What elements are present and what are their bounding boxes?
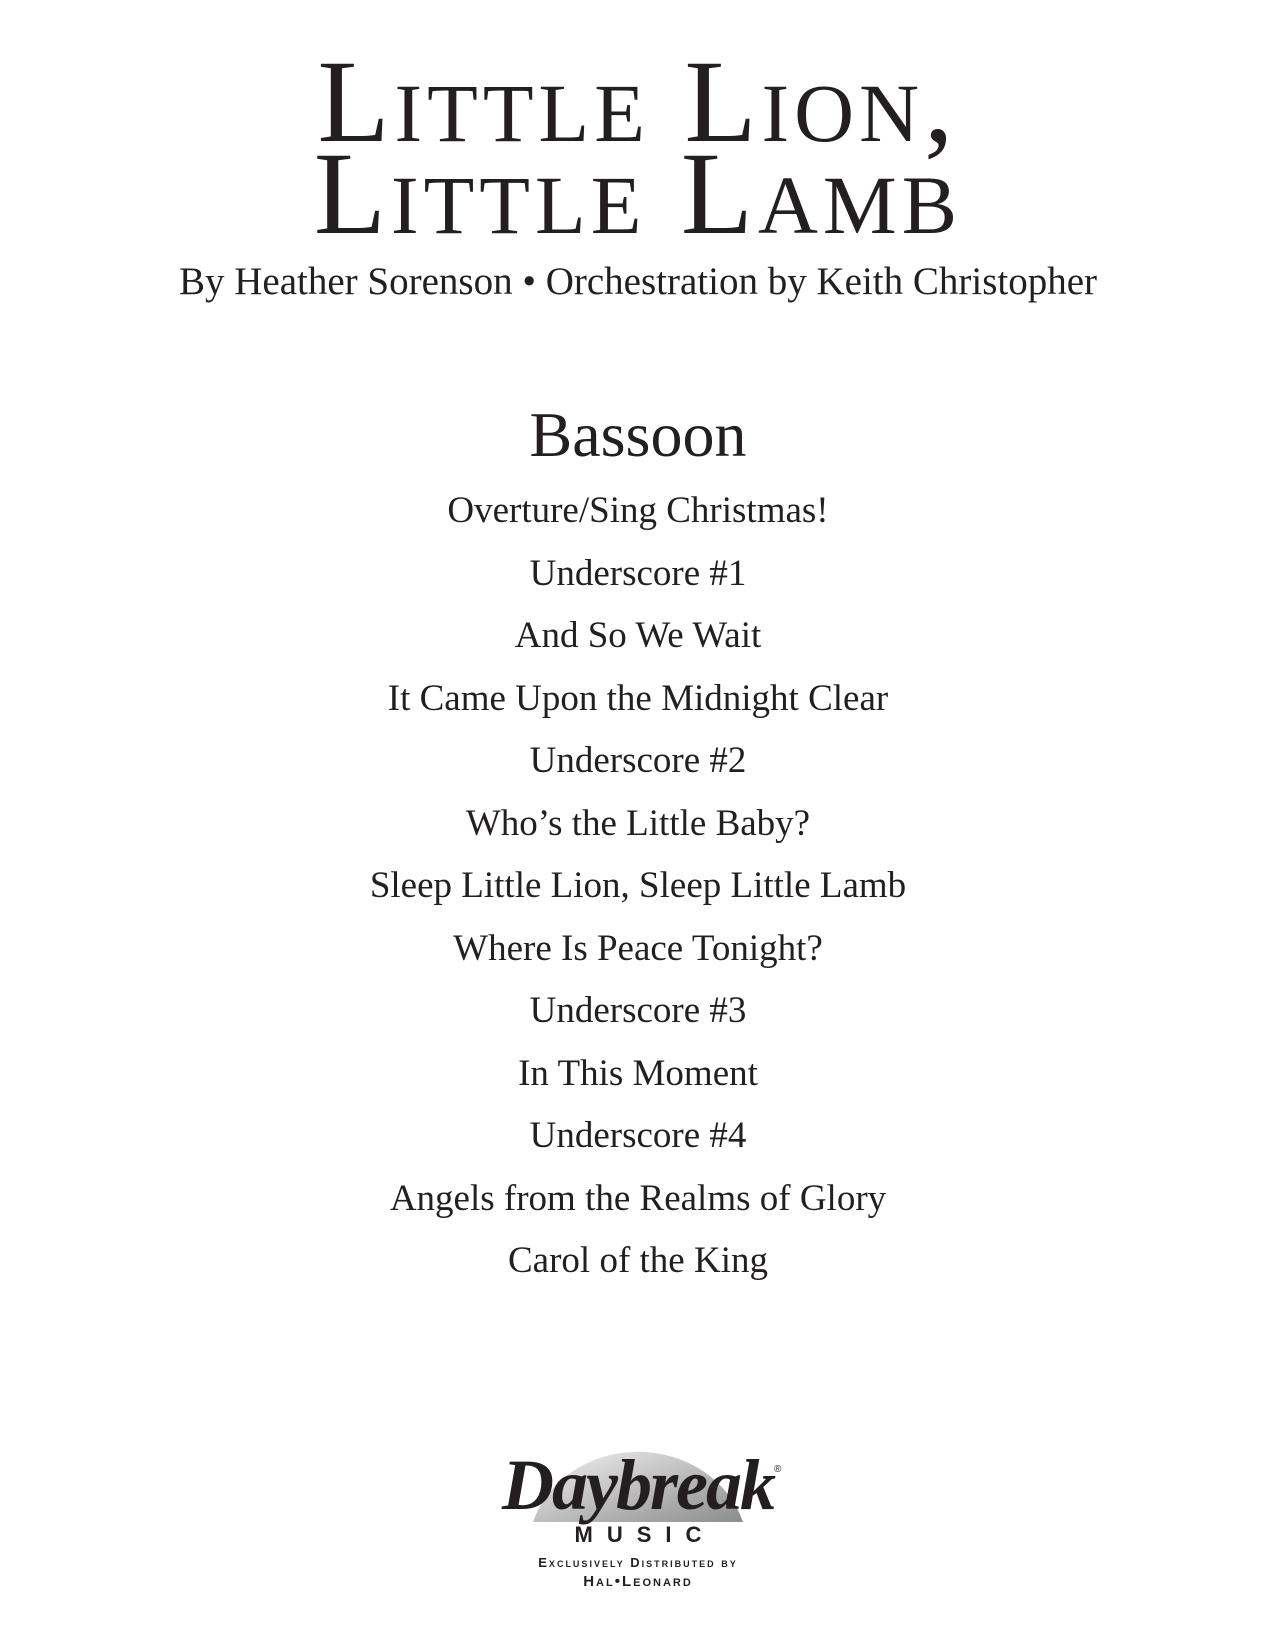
title-line-1: Little Lion, [317,36,959,167]
song-list-item: Angels from the Realms of Glory [389,1177,887,1219]
song-list-item: It Came Upon the Midnight Clear [387,677,889,719]
credits-byline: By Heather Sorenson • Orchestration by Keith Christopher [178,260,1098,303]
song-list-item: In This Moment [518,1052,758,1094]
song-list-item: Overture/Sing Christmas! [447,490,829,531]
registered-mark: ® [774,1464,782,1475]
title-line-2: Little Lamb [313,128,963,259]
song-list-item: Underscore #3 [529,990,747,1031]
publisher-logo [478,1422,798,1602]
page-title [0,36,1276,259]
song-list [0,480,1276,1293]
song-list-item: Underscore #4 [529,1115,747,1156]
song-list-item: Underscore #1 [529,552,747,594]
song-list-item: Who’s the Little Baby? [465,802,811,844]
song-list-item: Underscore #2 [529,740,747,781]
instrument-heading: Bassoon [529,399,747,470]
song-list-item: Sleep Little Lion, Sleep Little Lamb [369,865,907,906]
song-list-item: Where Is Peace Tonight? [453,927,823,969]
distributor-name: Hal•Leonard [583,1573,693,1590]
distribution-note: Exclusively Distributed by [538,1555,738,1570]
song-list-item: Carol of the King [508,1240,768,1281]
publisher-name: Daybreak [502,1445,774,1525]
song-list-item: And So We Wait [514,615,762,656]
publisher-sub: MUSIC [574,1522,716,1547]
